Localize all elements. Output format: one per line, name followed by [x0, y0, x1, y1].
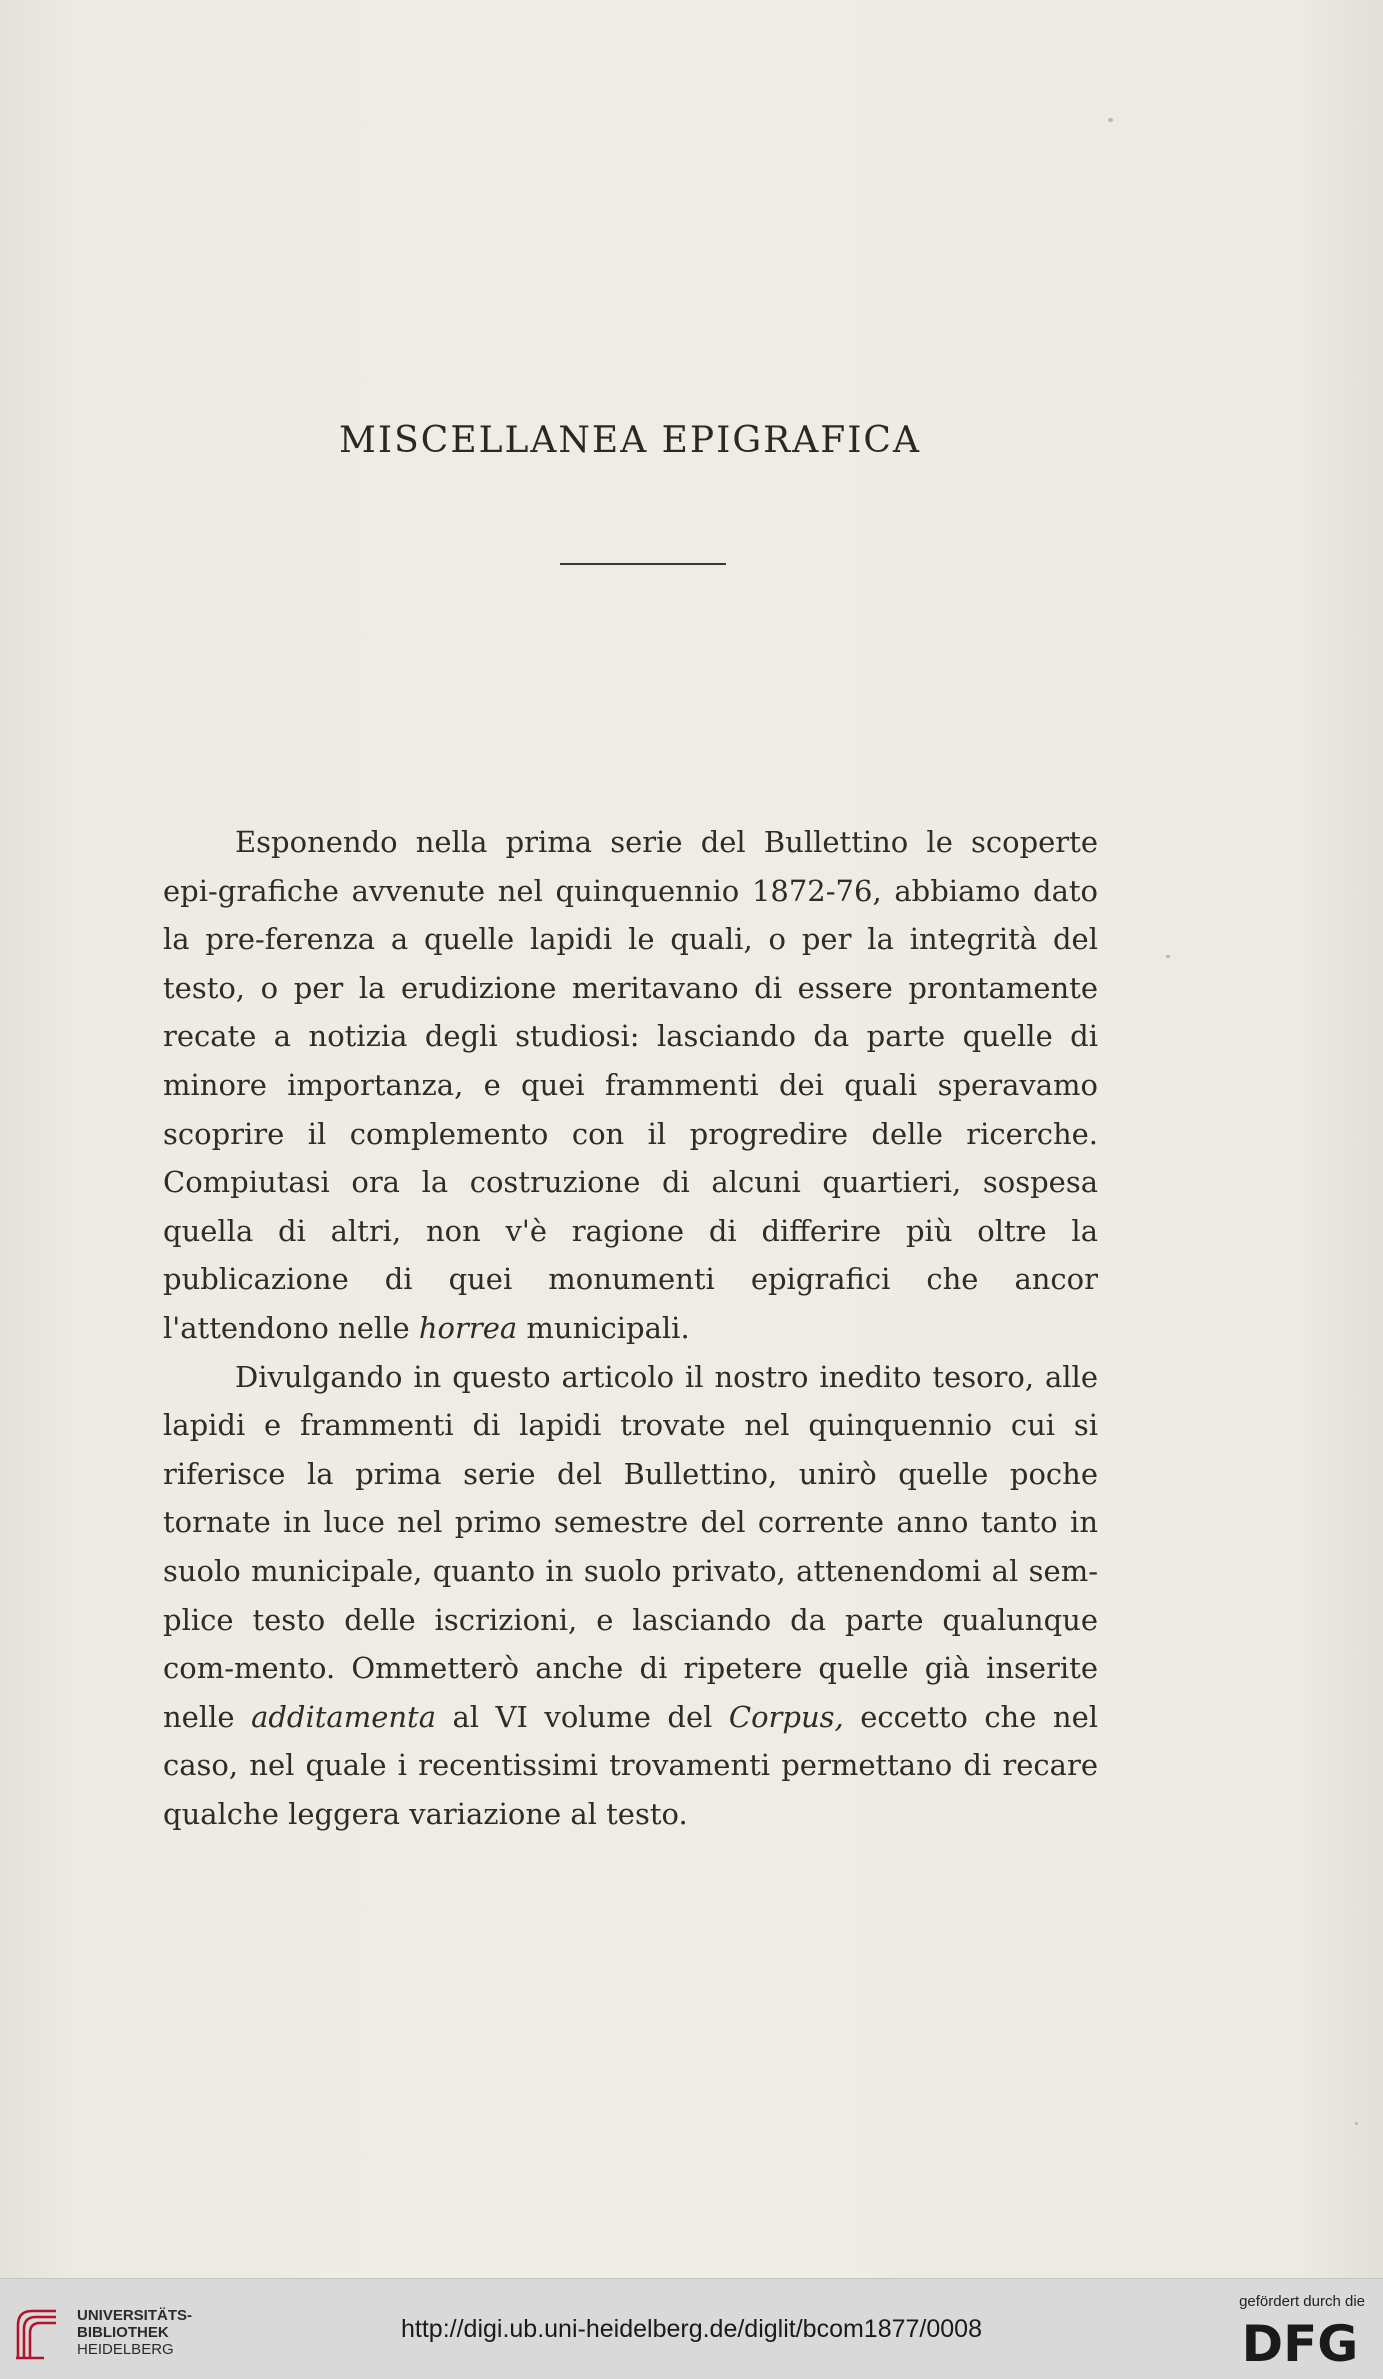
article-body: [163, 818, 1098, 1838]
uni-name-line-1: UNIVERSITÄTS-: [77, 2307, 193, 2324]
permalink-url[interactable]: http://digi.ub.uni-heidelberg.de/diglit/bcom1877/0008: [401, 2315, 982, 2343]
funded-by-label: gefördert durch die: [1239, 2293, 1365, 2310]
paper-speck: [1166, 955, 1170, 958]
uni-name-line-3: HEIDELBERG: [77, 2341, 174, 2358]
dfg-logo-icon: [1235, 2313, 1365, 2367]
paragraph-1-text: Esponendo nella prima serie del Bullettino le scoperte epi-grafiche avvenute nel quinquennio 1872-76, abbiamo dato la pre-ferenza a quelle lapidi le quali, o per la integrità del testo, o per la erudizione meritavano di essere prontamente recate a notizia degli studiosi: lasciando da parte quelle di minore importanza, e quei frammenti dei quali speravamo scoprire il complemento con il progredire delle ricerche. Compiutasi ora la costruzione di alcuni quartieri, sospesa quella di altri, non v'è ragione di differire più oltre la publicazione di quei monumenti epigrafici che ancor l'attendono nelle: [163, 825, 1098, 1345]
digitization-footer: [0, 2278, 1383, 2379]
paragraph-1: [163, 818, 1098, 1353]
article-title: MISCELLANEA EPIGRAFICA: [339, 420, 921, 461]
paragraph-2: [163, 1353, 1098, 1839]
paper-speck: [1355, 2122, 1358, 2125]
uni-name-line-2: BIBLIOTHEK: [77, 2324, 169, 2341]
paragraph-2-end: eccetto che nel caso, nel quale i recentissimi trovamenti permettano di recare qualche leggera variazione al testo.: [163, 1699, 1099, 1831]
title-divider: [560, 563, 726, 565]
paragraph-2-italic-additamenta: additamenta: [251, 1699, 436, 1734]
paper-speck: [1108, 118, 1113, 122]
paragraph-1-end: municipali.: [526, 1310, 690, 1345]
paragraph-1-italic: horrea: [418, 1310, 518, 1345]
paragraph-2-italic-corpus: Corpus,: [728, 1699, 844, 1734]
paragraph-2-middle: al VI volume del: [452, 1699, 713, 1734]
dfg-logo-text: DFG: [1241, 2315, 1359, 2367]
paragraph-2-text: Divulgando in questo articolo il nostro inedito tesoro, alle lapidi e frammenti di lapidi trovate nel quinquennio cui si riferisce la prima serie del Bullettino, unirò quelle poche tornate in luce nel primo semestre del corrente anno tanto in suolo municipale, quanto in suolo privato, attenendomi al sem-plice testo delle iscrizioni, e lasciando da parte qualunque com-mento. Ommetterò anche di ripetere quelle già inserite nelle: [163, 1359, 1098, 1734]
